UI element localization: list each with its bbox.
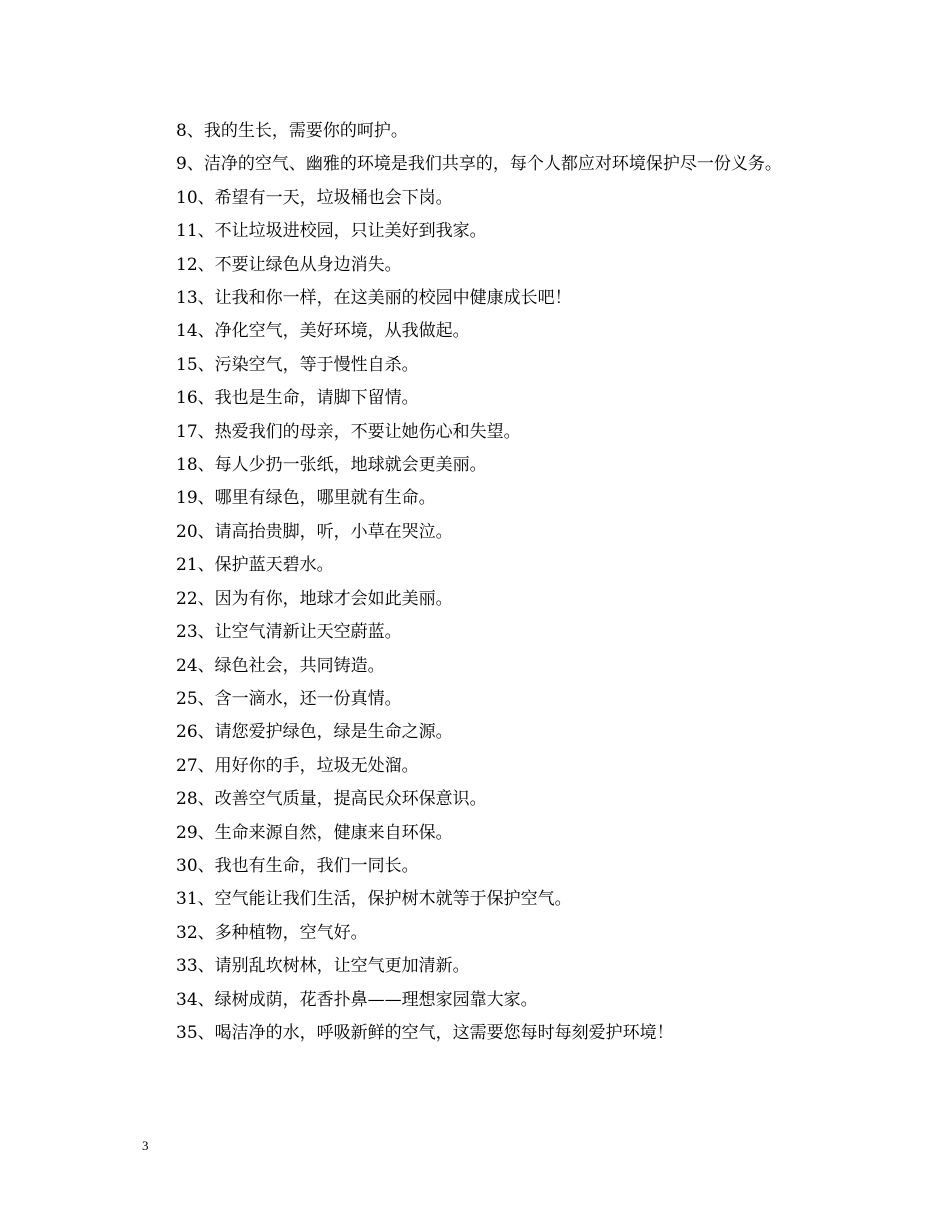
list-item: 10、希望有一天，垃圾桶也会下岗。 [176, 187, 453, 208]
list-item: 35、喝洁净的水，呼吸新鲜的空气，这需要您每时每刻爱护环境！ [176, 1022, 674, 1043]
list-item: 28、改善空气质量，提高民众环保意识。 [176, 789, 487, 810]
list-item: 31、空气能让我们生活，保护树木就等于保护空气。 [176, 889, 572, 910]
list-item: 20、请高抬贵脚，听，小草在哭泣。 [176, 521, 453, 542]
list-item: 14、净化空气，美好环境，从我做起。 [176, 321, 470, 342]
list-item: 22、因为有你，地球才会如此美丽。 [176, 588, 453, 609]
list-item: 33、请别乱坎树林，让空气更加清新。 [176, 956, 470, 977]
list-item: 34、绿树成荫，花香扑鼻——理想家园靠大家。 [176, 989, 538, 1010]
list-item: 17、热爱我们的母亲，不要让她伤心和失望。 [176, 421, 521, 442]
list-item: 18、每人少扔一张纸，地球就会更美丽。 [176, 455, 487, 476]
list-item: 15、污染空气，等于慢性自杀。 [176, 354, 419, 375]
list-item: 30、我也有生命，我们一同长。 [176, 855, 419, 876]
list-item: 23、让空气清新让天空蔚蓝。 [176, 622, 402, 643]
list-item: 32、多种植物，空气好。 [176, 922, 368, 943]
list-item: 8、我的生长，需要你的呵护。 [176, 121, 408, 141]
list-item: 21、保护蓝天碧水。 [176, 555, 334, 576]
list-item: 13、让我和你一样，在这美丽的校园中健康成长吧！ [176, 288, 572, 309]
list-item: 24、绿色社会，共同铸造。 [176, 655, 385, 676]
list-item: 12、不要让绿色从身边消失。 [176, 254, 402, 275]
slogan-list [142, 115, 812, 1050]
list-item: 27、用好你的手，垃圾无处溜。 [176, 755, 419, 776]
list-item: 19、哪里有绿色，哪里就有生命。 [176, 488, 436, 509]
list-item: 26、请您爱护绿色，绿是生命之源。 [176, 722, 453, 743]
list-item: 11、不让垃圾进校园，只让美好到我家。 [176, 221, 487, 242]
page-number: 3 [142, 1138, 149, 1153]
list-item: 25、含一滴水，还一份真情。 [176, 688, 402, 709]
list-item: 16、我也是生命，请脚下留情。 [176, 388, 419, 409]
list-item: 9、洁净的空气、幽雅的环境是我们共享的，每个人都应对环境保护尽一份义务。 [176, 154, 782, 175]
list-item: 29、生命来源自然，健康来自环保。 [176, 822, 453, 843]
